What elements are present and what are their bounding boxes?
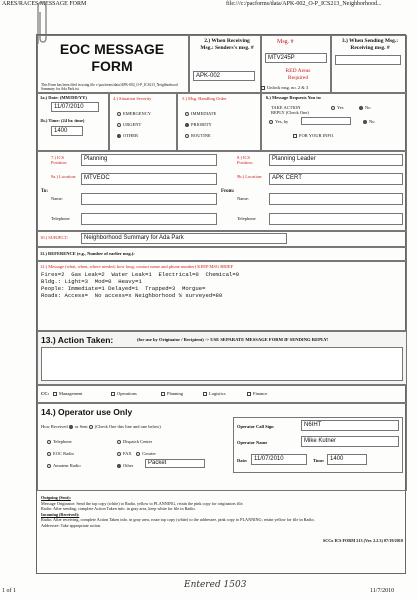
msg-number-label: Msg. #: [277, 39, 294, 45]
how-received-label: How Received: [41, 424, 68, 429]
to-position-field[interactable]: Planning: [81, 154, 217, 166]
handling-immediate-radio[interactable]: [185, 112, 189, 116]
severity-urgent-radio[interactable]: [117, 123, 121, 127]
severity-emergency-radio[interactable]: [117, 112, 121, 116]
routing-notes: [41, 495, 403, 528]
incoming-text-1: Radio: After receiving, complete Action Taken info. in gray area, route top copy (white) to the addressee, pink copy to PLANNING; retain yellow for file in Radio.: [41, 517, 315, 522]
severity-option-urgent[interactable]: URGENT: [117, 119, 151, 130]
severity-label: 4.) Situation Severity: [113, 96, 152, 101]
to-position-label: 7.) ICS Position:: [51, 155, 68, 165]
handling-option-priority[interactable]: PRIORITY: [185, 119, 216, 130]
incoming-text-2: Addressee: Take appropriate action.: [41, 522, 102, 528]
when-sending-label: 3.) When Sending Msg.: Receiving msg. #: [341, 38, 399, 51]
from-position-field[interactable]: Planning Leader: [269, 154, 403, 166]
to-name-field[interactable]: [81, 193, 217, 205]
sent-radio[interactable]: [89, 425, 93, 429]
take-action-yes-radio[interactable]: [331, 106, 335, 110]
unlock-label: Unlock msg. no. 2 & 3: [267, 85, 309, 90]
method-options-left: [47, 436, 81, 472]
operator-label: 14.) Operator use Only: [41, 407, 133, 417]
for-info-row[interactable]: FOR YOUR INFO.: [293, 133, 334, 138]
reference-label: 11.) REFERENCE (e.g., Number of earlier msg.):: [40, 251, 135, 256]
handling-options: [185, 108, 216, 141]
other-method-field[interactable]: Packet: [145, 459, 205, 468]
reply-yes-by-radio[interactable]: [269, 120, 273, 124]
severity-option-other[interactable]: OTHER: [117, 130, 151, 141]
operator-date-label: Date:: [237, 458, 248, 463]
required-note: RED Areas Required: [285, 68, 311, 81]
operator-time-field[interactable]: 1400: [327, 454, 367, 465]
page-count: 1 of 1: [2, 588, 16, 594]
message-line: Roads: Access= No access=x Neighborhood % surveyed=80: [41, 292, 223, 299]
to-location-label: 9a.) Location:: [51, 174, 77, 179]
method-telephone-radio[interactable]: [47, 440, 51, 444]
when-receiving-label: 2.) When Receiving Msg.: Senders's msg. #: [200, 38, 254, 51]
to-telephone-field[interactable]: [81, 213, 217, 225]
method-courier-label: Courier: [142, 451, 156, 456]
cc-logistics-checkbox[interactable]: [203, 392, 207, 396]
cc-planning[interactable]: Planning: [161, 391, 183, 396]
cc-finance[interactable]: Finance: [247, 391, 267, 396]
call-sign-label: Operator Call Sign: [237, 424, 274, 429]
time-field[interactable]: 1400: [51, 126, 83, 136]
from-name-label: Name:: [237, 196, 249, 201]
cc-finance-checkbox[interactable]: [247, 392, 251, 396]
action-taken-label: 13.) Action Taken:: [41, 335, 114, 345]
handling-routine-radio[interactable]: [185, 134, 189, 138]
cc-label: CC:: [41, 391, 49, 396]
operator-time-label: Time:: [313, 458, 325, 463]
from-name-field[interactable]: [269, 193, 403, 205]
method-courier-radio[interactable]: [136, 452, 140, 456]
message-label: 12.) Message (what, when, where needed; how long; contact name and phone number) KEEP MSG BRIEF: [40, 264, 234, 269]
requests-label: 6.) Message Requests You to:: [266, 95, 322, 100]
from-label: From:: [221, 189, 235, 194]
subject-label: 10.) SUBJECT:: [40, 235, 69, 240]
sent-label: or Sent: [74, 424, 88, 429]
method-eoc-radio-radio[interactable]: [47, 452, 51, 456]
take-action-yes[interactable]: Yes: [331, 105, 344, 110]
operator-date-field[interactable]: 11/07/2010: [251, 454, 307, 465]
cc-operations[interactable]: Operations: [111, 391, 137, 396]
to-name-label: Name:: [51, 196, 63, 201]
subject-field[interactable]: Neighborhood Summary for Ada Park: [81, 233, 287, 244]
to-telephone-label: Telephone: [51, 216, 70, 221]
handling-option-routine[interactable]: ROUTINE: [185, 130, 216, 141]
method-dispatch-center[interactable]: Dispatch Center: [117, 436, 156, 448]
page-header-url: file:///c:/pacforms/data/APK-002_O-P_ICS213_Neighborhood...: [226, 1, 382, 7]
outgoing-label: Outgoing (Sent):: [41, 495, 71, 500]
method-fax-radio[interactable]: [117, 452, 121, 456]
severity-options: [117, 108, 151, 141]
from-telephone-label: Telephone: [237, 216, 256, 221]
severity-option-emergency[interactable]: EMERGENCY: [117, 108, 151, 119]
received-radio[interactable]: [69, 425, 73, 429]
action-taken-field[interactable]: [41, 347, 403, 381]
message-line: People: Immediate=1 Delayed=1 Trapped=3 Morgue=: [41, 285, 206, 292]
outgoing-text-1: Message Originator: Send the top copy (white) to Radio, yellow to PLANNING, retain the pink copy for originators file.: [41, 500, 244, 506]
method-telephone[interactable]: Telephone: [47, 436, 81, 448]
method-amateur-radio-radio[interactable]: [47, 464, 51, 468]
take-action-no[interactable]: No: [359, 105, 371, 110]
cc-management-checkbox[interactable]: [53, 392, 57, 396]
senders-msg-number-field[interactable]: APK-002: [193, 71, 255, 81]
method-eoc-radio[interactable]: EOC Radio: [47, 448, 81, 460]
from-telephone-field[interactable]: [269, 213, 403, 225]
handling-label: 5.) Msg. Handling Order: [182, 96, 227, 101]
print-date: 11/7/2010: [370, 588, 395, 594]
method-fax[interactable]: FAX Courier: [117, 448, 156, 460]
call-sign-field[interactable]: N6IHT: [301, 420, 399, 431]
handling-priority-radio[interactable]: [185, 123, 189, 127]
incoming-label: Incoming (Received):: [41, 511, 80, 517]
outgoing-text-2: Radio: After sending, complete Action Taken info. in gray area, keep white for file in Radio.: [41, 506, 196, 511]
to-label: To:: [41, 189, 49, 194]
reply-no[interactable]: No: [363, 119, 375, 124]
time-label: 1b.) Time: (24 hr. time): [40, 118, 85, 123]
msg-number-field[interactable]: MTV245P: [265, 53, 327, 63]
operator-name-label: Operator Name: [237, 440, 268, 445]
eoc-message-form: [36, 34, 406, 574]
method-dispatch-radio[interactable]: [117, 440, 121, 444]
action-taken-note: (for use by Originator / Recipient) -> USE SEPARATE MESSAGE FORM IF SENDING REPLY!: [137, 337, 329, 342]
from-position-label: 8.) ICS Position:: [237, 155, 254, 165]
take-action-no-radio[interactable]: [359, 106, 363, 110]
cc-logistics[interactable]: Logistics: [203, 391, 226, 396]
method-other[interactable]: Other: [117, 460, 156, 472]
message-line: Fires=2 Gas Leak=2 Water Leak=1 Electrical=0 Chemical=0: [41, 271, 240, 278]
form-version: SCCo ICS FORM 213 (Ver. 2.2.3) 07/19/2010: [322, 538, 403, 543]
operator-name-field[interactable]: Mike Kutner: [301, 436, 399, 447]
message-body[interactable]: [41, 271, 239, 299]
unlock-checkbox-row[interactable]: [261, 85, 381, 90]
cc-management[interactable]: Management: [53, 391, 83, 396]
message-line: Bldg.: Light=3 Mod=0 Heavy=1: [41, 278, 142, 285]
handwritten-note: Entered 1503: [184, 580, 247, 590]
method-other-radio[interactable]: [117, 464, 121, 468]
method-amateur-radio[interactable]: Amateur Radio: [47, 460, 81, 472]
unlock-checkbox[interactable]: [261, 86, 265, 90]
receiving-msg-number-field[interactable]: [335, 55, 401, 65]
from-location-label: 9b.) Location:: [237, 174, 263, 179]
file-note: This Form has been filed in using file c:\pacforms\data\APK-002_O-P_ICS213_Neighborhood Summary for Ada Park.txt: [41, 83, 178, 91]
to-location-field[interactable]: MTVEOC: [81, 173, 217, 185]
cc-operations-checkbox[interactable]: [111, 392, 115, 396]
form-title: EOC MESSAGE FORM: [59, 41, 165, 74]
page-header-left: ARES/RACES MESSAGE FORM: [2, 1, 87, 7]
date-label: 1a.) Date: (MM/DD/YY): [40, 95, 87, 100]
take-action-label: TAKE ACTION REPLY (Check One): [271, 105, 309, 115]
reply-yes-by[interactable]: Yes, by: [269, 119, 288, 124]
handling-option-immediate[interactable]: IMMEDIATE: [185, 108, 216, 119]
for-info-checkbox[interactable]: [293, 134, 297, 138]
check-note: (Check One this line and one below): [94, 424, 161, 429]
date-field[interactable]: 11/07/2010: [51, 102, 99, 112]
severity-other-radio[interactable]: [117, 134, 121, 138]
reply-no-radio[interactable]: [363, 120, 367, 124]
from-location-field[interactable]: APK CERT: [269, 173, 403, 185]
how-received-row: [41, 424, 161, 429]
reply-by-field[interactable]: [301, 117, 351, 125]
cc-planning-checkbox[interactable]: [161, 392, 165, 396]
